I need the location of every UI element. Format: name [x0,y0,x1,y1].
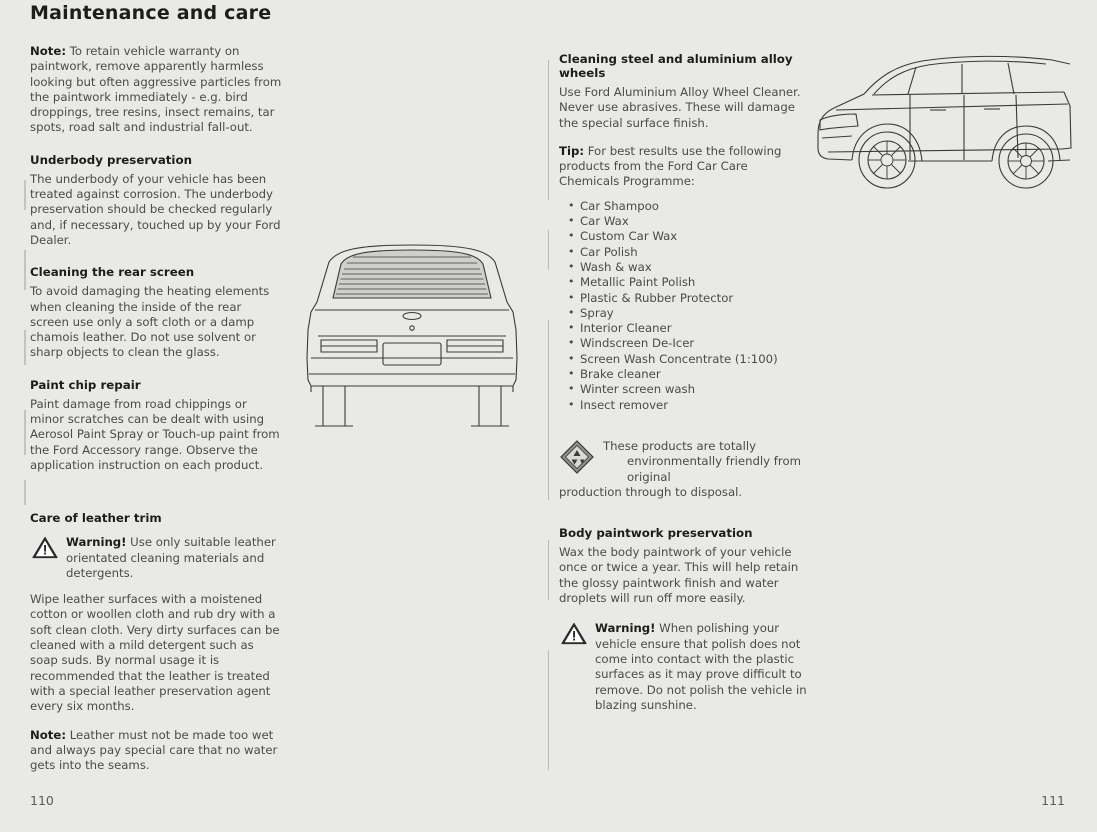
eco-friendly-block [559,439,809,500]
warning-triangle-icon [561,622,587,645]
tip-paragraph [559,144,809,190]
page-title: Maintenance and care [30,2,272,24]
list-item: • Screen Wash Concentrate (1:100) [559,352,809,367]
eco-line-3: production through to disposal. [559,484,743,499]
list-item: • Insect remover [559,398,809,413]
text-underbody-preservation: The underbody of your vehicle has been treated against corrosion. The underbody preservation should be checked regularly and, if necessary, touched up by your Ford Dealer. [30,171,281,247]
list-item: • Wash & wax [559,260,809,275]
paintwork-warning-text [595,621,809,713]
heading-underbody-preservation: Underbody preservation [30,152,192,167]
list-item: • Brake cleaner [559,367,809,382]
car-side-view-illustration [812,48,1072,208]
list-item: • Plastic & Rubber Protector [559,291,809,306]
heading-care-of-leather-trim: Care of leather trim [30,511,162,526]
note-label: Note: [30,44,66,58]
tip-text: For best results use the following products from the Ford Car Care Chemicals Programme: [559,143,782,189]
recycling-diamond-icon [559,439,595,475]
left-text-column [30,44,282,773]
page-number-left: 110 [30,793,54,808]
page-edge-marks [24,180,27,510]
leather-note-paragraph [30,728,282,774]
warning-label: Warning! [66,535,127,550]
car-rear-view-illustration [285,240,540,440]
text-cleaning-rear-screen: To avoid damaging the heating elements when cleaning the inside of the rear screen use only a soft cloth or a damp chamois leather. Do not use solvent or sharp objects to clean the glass. [30,284,270,360]
list-item: • Custom Car Wax [559,229,809,244]
list-item: • Spray [559,306,809,321]
warning-label: Warning! [595,621,656,636]
text-leather-care-body: Wipe leather surfaces with a moistened cotton or woollen cloth and rub dry with a soft clean cloth. Very dirty surfaces can be cleaned with a mild detergent such as soap suds. By normal usage it is recommended that the leather is treated with a special leather preservation agent every six months. [30,592,280,714]
eco-friendly-text [559,439,809,500]
list-item: • Windscreen De-Icer [559,336,809,351]
heading-cleaning-wheels: Cleaning steel and aluminium alloy wheels [559,52,793,80]
page-gutter-divider [548,0,549,832]
text-paint-chip-repair: Paint damage from road chippings or minor scratches can be dealt with using Aerosol Paint Spray or Touch-up paint from the Ford Accessory range. Observe the application instruction on each product. [30,396,280,472]
page-number-right: 111 [1041,793,1065,808]
tip-label: Tip: [559,143,585,158]
paintwork-warning-body: When polishing your vehicle ensure that polish does not come into contact with the plastic surfaces as it may prove difficult to remove. Do not polish the vehicle in blazing sunshine. [595,621,807,712]
heading-body-paintwork-preservation: Body paintwork preservation [559,526,753,541]
leather-warning-body: Use only suitable leather orientated cleaning materials and detergents. [66,535,276,580]
list-item: • Car Polish [559,245,809,260]
list-item: • Car Shampoo [559,199,809,214]
note-paintwork-text: To retain vehicle warranty on paintwork, remove apparently harmless looking but often aggressive particles from the paintwork immediately - e.g. bird droppings, tree resins, insect remains, tar spots, road salt and industrial fall-out. [30,44,282,135]
eco-line-1: These products are totally [603,438,756,453]
note-paintwork-paragraph [30,44,282,136]
right-text-column [559,52,809,713]
leather-note-label: Note: [30,727,66,742]
leather-note-text: Leather must not be made too wet and always pay special care that no water gets into the seams. [30,727,278,773]
warning-triangle-icon [32,536,58,559]
leather-warning-text [66,535,282,581]
text-body-paintwork: Wax the body paintwork of your vehicle once or twice a year. This will help retain the glossy paintwork finish and water droplets will run off more easily. [559,545,799,606]
heading-cleaning-rear-screen: Cleaning the rear screen [30,265,195,280]
list-item: • Interior Cleaner [559,321,809,336]
heading-paint-chip-repair: Paint chip repair [30,377,141,392]
paintwork-warning-block [559,621,809,713]
leather-warning-block [30,535,282,581]
list-item: • Metallic Paint Polish [559,275,809,290]
text-cleaning-wheels: Use Ford Aluminium Alloy Wheel Cleaner. Never use abrasives. These will damage the special surface finish. [559,85,801,130]
eco-line-2: environmentally friendly from original [627,454,801,484]
list-item: • Car Wax [559,214,809,229]
product-list [559,199,809,413]
list-item: • Winter screen wash [559,382,809,397]
